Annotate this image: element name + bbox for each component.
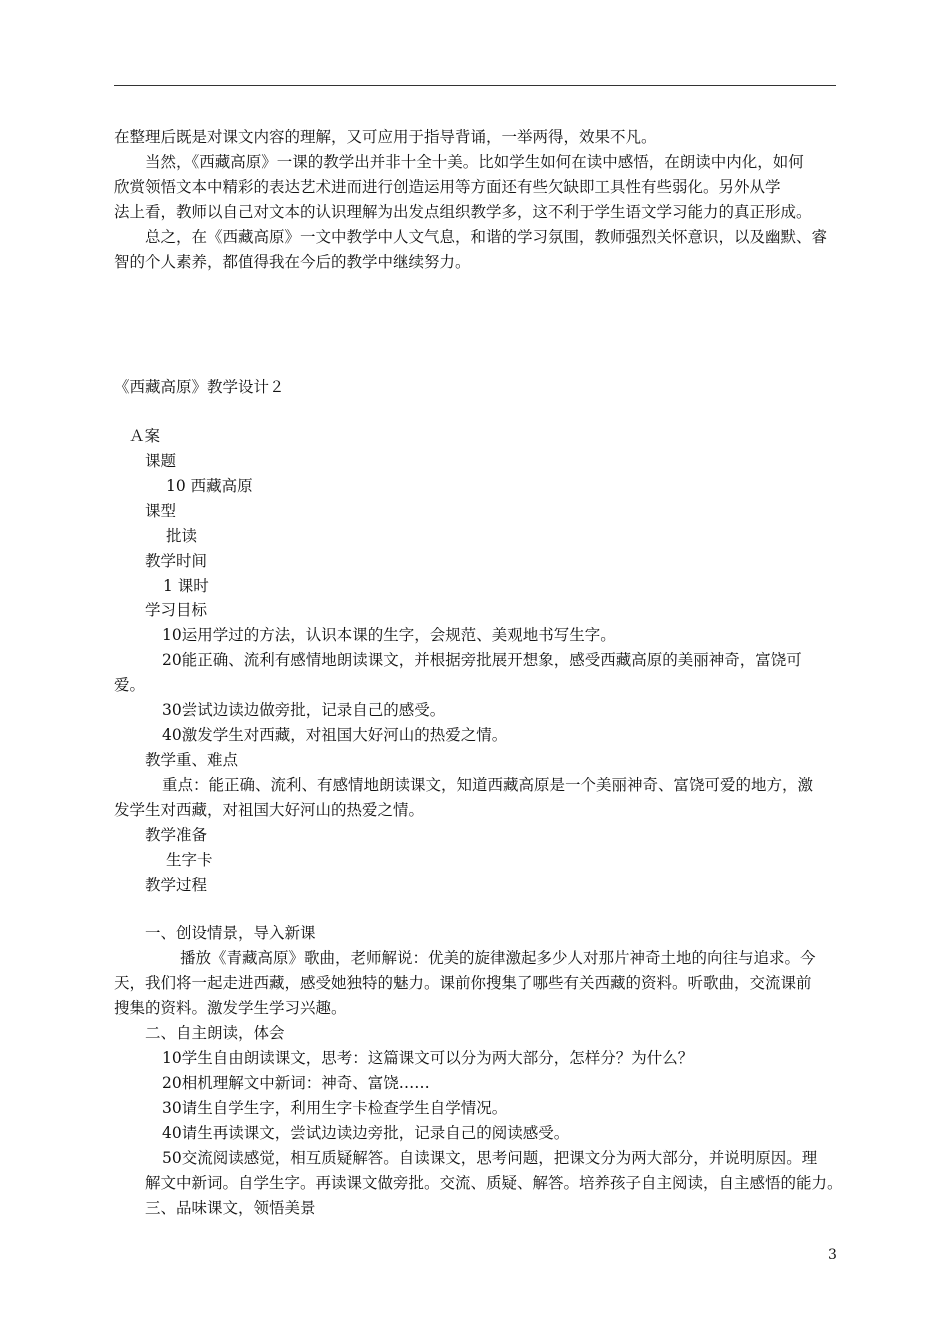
step-line: 天，我们将一起走进西藏，感受她独特的魅力。课前你搜集了哪些有关西藏的资料。听歌曲，交流课前: [114, 974, 812, 992]
page-number: 3: [828, 1247, 837, 1263]
type-heading: 课型: [145, 502, 177, 520]
step-item: 10学生自由朗读课文，思考：这篇课文可以分为两大部分，怎样分？为什么？: [162, 1049, 694, 1067]
step-line: 播放《青藏高原》歌曲，老师解说：优美的旋律激起多少人对那片神奇土地的向往与追求。今: [180, 949, 816, 967]
goal-item: 10运用学过的方法，认识本课的生字，会规范、美观地书写生字。: [162, 626, 616, 644]
key-line: 发学生对西藏，对祖国大好河山的热爱之情。: [114, 801, 425, 819]
step-item: 20相机理解文中新词：神奇、富饶……: [162, 1074, 430, 1092]
section-title: 《西藏高原》教学设计２: [114, 378, 285, 396]
time-heading: 教学时间: [145, 552, 208, 570]
key-heading: 教学重、难点: [145, 751, 239, 769]
goal-item: 30尝试边读边做旁批，记录自己的感受。: [162, 701, 446, 719]
key-line: 重点：能正确、流利、有感情地朗读课文，知道西藏高原是一个美丽神奇、富饶可爱的地方，激: [162, 776, 814, 794]
topic-value: 10 西藏高原: [166, 477, 253, 495]
step-line: 解文中新词。自学生字。再读课文做旁批。交流、质疑、解答。培养孩子自主阅读，自主感悟的能力。: [145, 1174, 843, 1192]
paragraph-line: 在整理后既是对课文内容的理解，又可应用于指导背诵，一举两得，效果不凡。: [114, 128, 657, 146]
prep-value: 生字卡: [166, 851, 213, 869]
paragraph-line: 法上看，教师以自己对文本的认识理解为出发点组织教学多，这不利于学生语文学习能力的真正形成。: [114, 203, 812, 221]
paragraph-line: 总之，在《西藏高原》一文中教学中人文气息，和谐的学习氛围，教师强烈关怀意识，以及幽默、睿: [145, 228, 828, 246]
step-item: 40请生再读课文，尝试边读边旁批，记录自己的阅读感受。: [162, 1124, 570, 1142]
paragraph-line: 智的个人素养，都值得我在今后的教学中继续努力。: [114, 253, 471, 271]
topic-heading: 课题: [145, 452, 177, 470]
step-heading: 一、创设情景，导入新课: [145, 924, 316, 942]
goal-item-continued: 爱。: [114, 676, 146, 694]
paragraph-line: 当然，《西藏高原》一课的教学出并非十全十美。比如学生如何在读中感悟，在朗读中内化，如何: [145, 153, 804, 171]
type-value: 批读: [166, 527, 198, 545]
paragraph-line: 欣赏领悟文本中精彩的表达艺术进而进行创造运用等方面还有些欠缺即工具性有些弱化。另外从学: [114, 178, 781, 196]
time-value: 1 课时: [163, 577, 209, 595]
goals-heading: 学习目标: [145, 601, 208, 619]
step-item: 30请生自学生字，利用生字卡检查学生自学情况。: [162, 1099, 508, 1117]
prep-heading: 教学准备: [145, 826, 208, 844]
case-label: Ａ案: [129, 427, 161, 445]
process-heading: 教学过程: [145, 876, 208, 894]
goal-item: 20能正确、流利有感情地朗读课文，并根据旁批展开想象，感受西藏高原的美丽神奇，富饶可: [162, 651, 802, 669]
header-rule: [114, 85, 836, 86]
step-item: 50交流阅读感觉，相互质疑解答。自读课文，思考问题，把课文分为两大部分，并说明原因。理: [162, 1149, 818, 1167]
goal-item: 40激发学生对西藏，对祖国大好河山的热爱之情。: [162, 726, 508, 744]
step-heading: 三、品味课文，领悟美景: [145, 1199, 316, 1217]
step-heading: 二、自主朗读，体会: [145, 1024, 285, 1042]
step-line: 搜集的资料。激发学生学习兴趣。: [114, 999, 347, 1017]
